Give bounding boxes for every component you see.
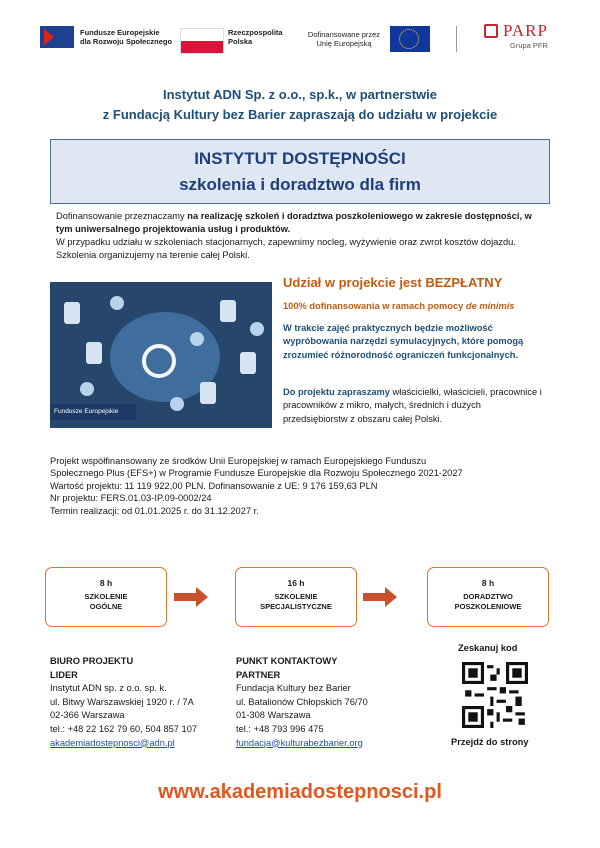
title-box bbox=[50, 139, 550, 204]
wheelchair-icon bbox=[142, 344, 176, 378]
parp-logo-icon bbox=[484, 24, 498, 38]
eu-funds-line1: Fundusze Europejskie bbox=[80, 28, 160, 37]
eu-funds-logo-text bbox=[80, 28, 172, 46]
project-line4: Nr projektu: FERS.01.03-IP.09-0002/24 bbox=[50, 493, 212, 504]
intro-part-a: Dofinansowanie przeznaczamy bbox=[56, 211, 188, 221]
office-name: Instytut ADN sp. z o.o. sp. k. bbox=[50, 683, 167, 694]
office-email-link[interactable]: akademiadostepnosci@adn.pl bbox=[50, 737, 175, 748]
office-city: 02-366 Warszawa bbox=[50, 710, 125, 721]
eu-line2: Unię Europejską bbox=[316, 39, 372, 48]
intro-part-c: W przypadku udziału w szkoleniach stacjonarnych, zapewnimy nocleg, wyżywienie oraz zwrot kosztów dojazdu. Szkolenia organizujemy na terenie całej Polski. bbox=[56, 237, 516, 260]
eu-flag-icon bbox=[390, 26, 430, 52]
poland-line1: Rzeczpospolita bbox=[228, 28, 283, 37]
workshop-text: W trakcie zajęć praktycznych będzie możliwość wypróbowania narzędzi symulacyjnych, które pomogą zrozumieć różnorodność ograniczeń funkcjonalnych. bbox=[283, 323, 524, 360]
project-office bbox=[50, 655, 250, 750]
contact-point bbox=[236, 655, 436, 750]
free-participation-heading: Udział w projekcie jest BEZPŁATNY bbox=[283, 275, 503, 290]
contact-street: ul. Batalionów Chłopskich 76/70 bbox=[236, 696, 368, 707]
main-title: INSTYTUT DOSTĘPNOŚCI bbox=[194, 149, 406, 168]
target-audience-lead: Do projektu zapraszamy bbox=[283, 387, 390, 397]
logo-divider bbox=[456, 26, 457, 52]
parp-logo-name: PARP bbox=[503, 21, 548, 40]
target-audience-rest: właścicielki, właścicieli, pracownice i pracowników z mikro, małych, średnich i dużych przedsiębiorstw z obszaru całej Polski. bbox=[283, 387, 542, 424]
poland-flag-icon bbox=[180, 28, 224, 54]
invite-line1: Instytut ADN Sp. z o.o., sp.k., w partnerstwie bbox=[163, 87, 437, 102]
intro-text bbox=[56, 210, 546, 262]
contact-heading: PUNKT KONTAKTOWY bbox=[236, 656, 338, 666]
step-general-training bbox=[45, 567, 167, 627]
step-label1: DORADZTWO bbox=[463, 592, 513, 601]
step-label2: SPECJALISTYCZNE bbox=[260, 602, 332, 611]
arrow-icon bbox=[174, 587, 208, 607]
step-hours: 8 h bbox=[99, 578, 113, 588]
office-role: LIDER bbox=[50, 669, 78, 680]
contact-phone: tel.: +48 793 996 475 bbox=[236, 723, 324, 734]
office-heading: BIURO PROJEKTU bbox=[50, 656, 134, 666]
qr-label: Zeskanuj kod bbox=[458, 643, 518, 653]
office-street: ul. Bitwy Warszawskiej 1920 r. / 7A bbox=[50, 696, 194, 707]
eu-funds-line2: dla Rozwoju Społecznego bbox=[80, 37, 173, 46]
project-line1: Projekt współfinansowany ze środków Unii Europejskiej w ramach Europejskiego Funduszu bbox=[50, 456, 427, 466]
contact-city: 01-308 Warszawa bbox=[236, 710, 311, 721]
step-label2: POSZKOLENIOWE bbox=[454, 602, 522, 611]
step-hours: 8 h bbox=[481, 578, 495, 588]
funding-pct: 100% dofinansowania w ramach pomocy bbox=[283, 301, 466, 311]
subtitle: szkolenia i doradztwo dla firm bbox=[179, 175, 421, 194]
step-label2: OGÓLNE bbox=[89, 602, 123, 611]
contact-name: Fundacja Kultury bez Barier bbox=[236, 683, 351, 694]
step-hours: 16 h bbox=[287, 578, 305, 588]
contact-role: PARTNER bbox=[236, 669, 281, 680]
poland-line2: Polska bbox=[228, 37, 253, 46]
project-line3: Wartość projektu: 11 119 922,00 PLN. Dofinansowanie z UE: 9 176 159,63 PLN bbox=[50, 480, 378, 491]
funding-note bbox=[283, 300, 548, 313]
project-line2: Społecznego Plus (EFS+) w Programie Fundusze Europejskie dla Rozwoju Społecznego 2021-2027 bbox=[50, 468, 463, 479]
accessibility-illustration bbox=[50, 282, 272, 428]
funding-de-minimis: de minimis bbox=[465, 301, 515, 311]
poland-logo-text bbox=[228, 28, 283, 46]
project-line5: Termin realizacji: od 01.01.2025 r. do 31.12.2027 r. bbox=[50, 505, 259, 516]
project-info bbox=[50, 455, 550, 517]
office-phone: tel.: +48 22 162 79 60, 504 857 107 bbox=[50, 723, 198, 734]
parp-logo-sub: Grupa PFR bbox=[510, 41, 548, 50]
step-specialist-training bbox=[235, 567, 357, 627]
target-audience bbox=[283, 386, 548, 426]
website-link[interactable]: www.akademiadostepnosci.pl bbox=[158, 781, 442, 803]
arrow-icon bbox=[363, 587, 397, 607]
step-post-training-advice bbox=[427, 567, 549, 627]
eu-line1: Dofinansowane przez bbox=[307, 30, 381, 39]
qr-code-icon[interactable] bbox=[462, 662, 528, 728]
invite-line2: z Fundacją Kultury bez Barier zapraszają do udziału w projekcie bbox=[102, 107, 498, 122]
intro-part-b: na realizację szkoleń i doradztwa poszkoleniowego w zakresie dostępności, w tym uniwersalnego projektowania usług i produktów. bbox=[56, 211, 532, 234]
qr-footer: Przejdź do strony bbox=[451, 737, 529, 747]
illustration-badge: Fundusze Europejskie bbox=[50, 404, 136, 420]
step-label1: SZKOLENIE bbox=[274, 592, 318, 601]
step-label1: SZKOLENIE bbox=[84, 592, 128, 601]
contact-email-link[interactable]: fundacja@kulturabezbarier.org bbox=[236, 737, 363, 748]
eu-funds-logo bbox=[40, 26, 74, 48]
eu-cofunded-text bbox=[302, 30, 386, 48]
